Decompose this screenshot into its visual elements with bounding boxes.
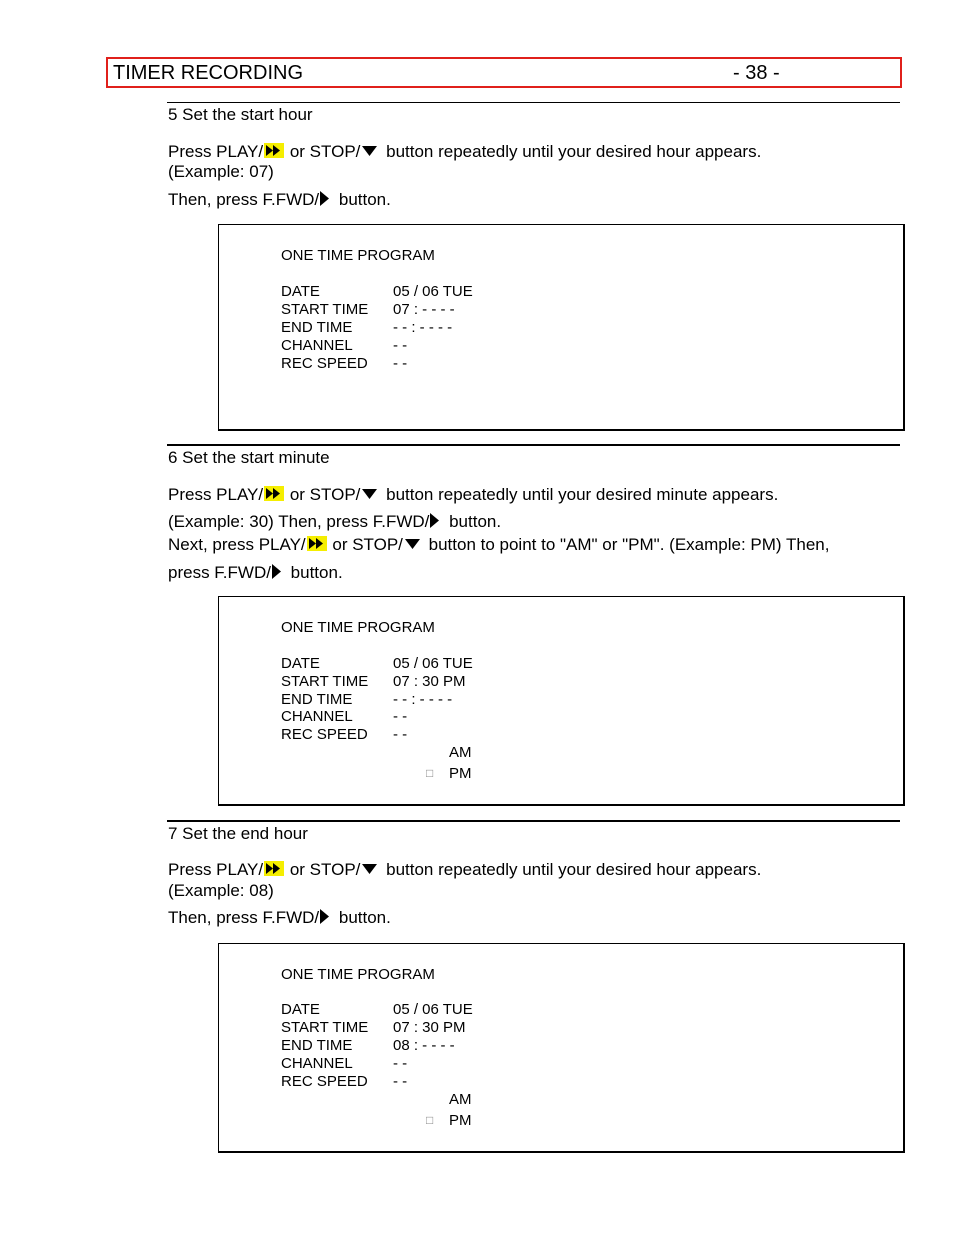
osd-title: ONE TIME PROGRAM bbox=[281, 966, 435, 983]
down-triangle-icon bbox=[405, 539, 420, 549]
page-number: - 38 - bbox=[733, 62, 780, 84]
osd-selection-marker: □ bbox=[426, 766, 434, 780]
step-heading: 6 Set the start minute bbox=[168, 448, 330, 467]
osd-screen: ONE TIME PROGRAM DATE 05 / 06 TUE START TIME 07 : - - - - END TIME - - : - - - - CHANNEL - - REC SPEED - - bbox=[218, 224, 905, 431]
instruction-line: Then, press F.FWD/ button. bbox=[168, 908, 391, 927]
instruction-line: (Example: 07) bbox=[168, 162, 274, 181]
instruction-line: Next, press PLAY/ or STOP/ button to point to "AM" or "PM". (Example: PM) Then, bbox=[168, 535, 830, 554]
instruction-line: (Example: 08) bbox=[168, 881, 274, 900]
osd-selection-marker: □ bbox=[426, 1113, 434, 1127]
right-triangle-icon bbox=[272, 564, 281, 579]
section-divider bbox=[167, 820, 900, 822]
step-heading: 7 Set the end hour bbox=[168, 824, 308, 843]
osd-title: ONE TIME PROGRAM bbox=[281, 247, 435, 264]
right-triangle-icon bbox=[430, 513, 439, 528]
right-triangle-icon bbox=[320, 909, 329, 924]
osd-option-pm: PM bbox=[449, 1112, 472, 1129]
instruction-line: Then, press F.FWD/ button. bbox=[168, 190, 391, 209]
osd-option-am: AM bbox=[449, 744, 472, 761]
page-title: TIMER RECORDING bbox=[113, 62, 303, 84]
osd-title: ONE TIME PROGRAM bbox=[281, 619, 435, 636]
instruction-line: Press PLAY/ or STOP/ button repeatedly until your desired minute appears. bbox=[168, 485, 779, 504]
osd-screen: ONE TIME PROGRAM DATE 05 / 06 TUE START TIME 07 : 30 PM END TIME - - : - - - - CHANNEL - - REC SPEED - - AM □ PM bbox=[218, 596, 905, 806]
down-triangle-icon bbox=[362, 489, 377, 499]
down-triangle-icon bbox=[362, 864, 377, 874]
instruction-line: press F.FWD/ button. bbox=[168, 563, 343, 582]
osd-option-am: AM bbox=[449, 1091, 472, 1108]
instruction-line: (Example: 30) Then, press F.FWD/ button. bbox=[168, 512, 502, 531]
fast-forward-icon bbox=[307, 536, 327, 551]
osd-screen: ONE TIME PROGRAM DATE 05 / 06 TUE START TIME 07 : 30 PM END TIME 08 : - - - - CHANNEL - - REC SPEED - - AM □ PM bbox=[218, 943, 905, 1153]
down-triangle-icon bbox=[362, 146, 377, 156]
fast-forward-icon bbox=[264, 861, 284, 876]
section-divider bbox=[167, 444, 900, 446]
section-divider bbox=[167, 102, 900, 103]
step-heading: 5 Set the start hour bbox=[168, 105, 313, 124]
page-header bbox=[106, 57, 902, 88]
instruction-line: Press PLAY/ or STOP/ button repeatedly until your desired hour appears. bbox=[168, 142, 762, 161]
instruction-line: Press PLAY/ or STOP/ button repeatedly until your desired hour appears. bbox=[168, 860, 762, 879]
osd-option-pm: PM bbox=[449, 765, 472, 782]
fast-forward-icon bbox=[264, 486, 284, 501]
fast-forward-icon bbox=[264, 143, 284, 158]
right-triangle-icon bbox=[320, 191, 329, 206]
